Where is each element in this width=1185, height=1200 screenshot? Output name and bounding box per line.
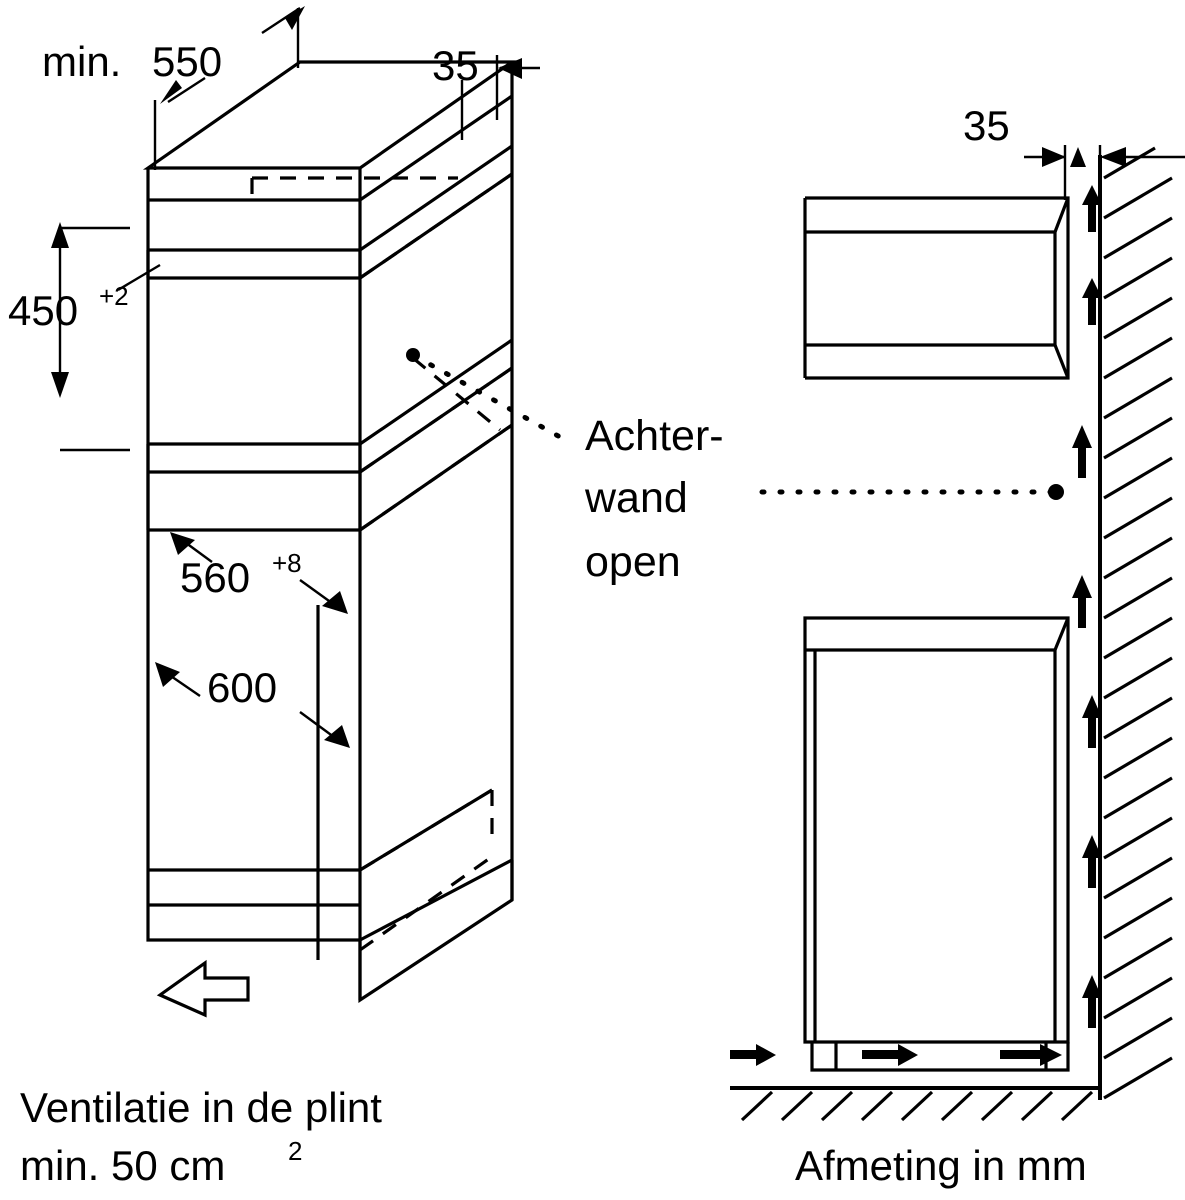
dim-600-arrowhead-right [324, 725, 350, 748]
dim-560-arrowhead-right [322, 591, 348, 614]
airflow-arrow-up-3 [1072, 425, 1092, 478]
back-wall-note-line3: open [585, 538, 681, 586]
dim-550-arrowhead-right [285, 6, 305, 30]
dim-label-min-550: min. [42, 38, 122, 85]
back-wall-note-line1: Achter- [585, 412, 724, 460]
left-cabinet-drawing [51, 6, 560, 1015]
cabinet-floor-front [148, 790, 492, 870]
dim-label-450: 450 [8, 287, 79, 334]
cabinet-shelf-lower-bottom [148, 368, 512, 472]
dim-35r-arrowhead-left [1042, 147, 1066, 167]
upper-cabinet-edge-a [1055, 198, 1068, 232]
airflow-arrows-horizontal [730, 1044, 1062, 1066]
dim-label-35-right: 35 [963, 102, 1010, 149]
dim-label-560: 560 [180, 554, 251, 601]
airflow-arrow-up-4 [1072, 575, 1092, 628]
back-wall-note-line2: wand [585, 474, 688, 522]
dim-450-arrowhead-bottom [51, 372, 69, 398]
cabinet-shelf-lower-apron [148, 425, 512, 530]
airflow-arrow-in-2 [862, 1044, 918, 1066]
back-wall-leader-line [415, 356, 560, 437]
wall-hatching [1100, 148, 1172, 1100]
airflow-arrows-up [1072, 185, 1102, 1028]
dim-label-560-sup: +8 [272, 548, 302, 578]
dim-label-550-value: 550 [152, 38, 223, 85]
dim-600-arrowhead-left [155, 662, 180, 687]
dim-label-35-top: 35 [432, 42, 479, 89]
airflow-arrow-in-1 [730, 1044, 776, 1066]
right-cabinet-drawing [730, 145, 1185, 1120]
ventilation-caption-line1: Ventilatie in de plint [20, 1084, 382, 1131]
airflow-arrow-in-3 [1000, 1044, 1062, 1066]
dim-label-450-sup: +2 [99, 281, 129, 311]
upper-cabinet-edge-b [1055, 345, 1068, 378]
dim-450-arrowhead-top [51, 222, 69, 248]
units-caption: Afmeting in mm [795, 1142, 1087, 1189]
floor-hatching [730, 1088, 1100, 1120]
back-wall-leader-dot-right [1048, 484, 1064, 500]
ventilation-arrow [160, 963, 248, 1015]
dim-35r-tick [1070, 147, 1086, 167]
lower-cabinet-outline [805, 618, 1068, 1042]
ventilation-caption-line2: min. 50 cm [20, 1142, 226, 1189]
dim-35r-arrowhead-right [1100, 147, 1126, 167]
lower-cabinet-edge-a [1055, 618, 1068, 650]
upper-cabinet-inner [805, 232, 1055, 345]
upper-cabinet-outline [805, 198, 1068, 378]
dim-560-arrowhead-left [170, 532, 195, 555]
cabinet-shelf-upper-top [148, 146, 512, 250]
cabinet-shelf-upper-bottom [148, 174, 512, 278]
back-wall-hidden-edge [413, 358, 500, 430]
cabinet-shelf-lower-top [148, 340, 512, 444]
ventilation-caption-superscript: 2 [288, 1136, 303, 1166]
cabinet-plinth-top-edge [360, 860, 512, 940]
dim-label-600: 600 [207, 664, 278, 711]
lower-cabinet-inner [805, 650, 1055, 1042]
